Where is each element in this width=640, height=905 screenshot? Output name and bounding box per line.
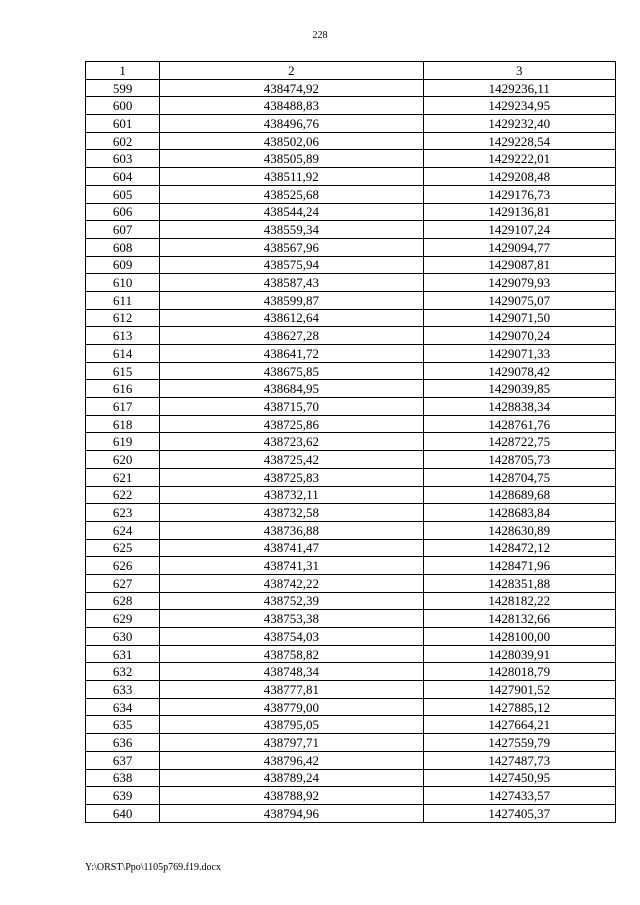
table-row — [86, 698, 616, 716]
x-coordinate-cell: 438788,92 — [160, 787, 423, 805]
x-coordinate-cell: 438641,72 — [160, 345, 423, 363]
x-coordinate-cell: 438779,00 — [160, 698, 423, 716]
table-row — [86, 256, 616, 274]
y-coordinate-cell: 1427664,21 — [423, 716, 615, 734]
y-coordinate-cell: 1428039,91 — [423, 645, 615, 663]
x-coordinate-cell: 438544,24 — [160, 203, 423, 221]
y-coordinate-cell: 1428689,68 — [423, 486, 615, 504]
y-coordinate-cell: 1429094,77 — [423, 238, 615, 256]
x-coordinate-cell: 438567,96 — [160, 238, 423, 256]
x-coordinate-cell: 438797,71 — [160, 734, 423, 752]
table-row — [86, 804, 616, 822]
point-number-cell: 618 — [86, 415, 160, 433]
y-coordinate-cell: 1429236,11 — [423, 79, 615, 97]
table-row — [86, 185, 616, 203]
y-coordinate-cell: 1428100,00 — [423, 628, 615, 646]
point-number-cell: 615 — [86, 362, 160, 380]
y-coordinate-cell: 1427559,79 — [423, 734, 615, 752]
x-coordinate-cell: 438752,39 — [160, 592, 423, 610]
table-row — [86, 345, 616, 363]
x-coordinate-cell: 438599,87 — [160, 291, 423, 309]
y-coordinate-cell: 1428761,76 — [423, 415, 615, 433]
point-number-cell: 626 — [86, 557, 160, 575]
header-col-1: 1 — [86, 62, 160, 80]
point-number-cell: 603 — [86, 150, 160, 168]
table-row — [86, 238, 616, 256]
point-number-cell: 609 — [86, 256, 160, 274]
point-number-cell: 599 — [86, 79, 160, 97]
y-coordinate-cell: 1429176,73 — [423, 185, 615, 203]
x-coordinate-cell: 438741,31 — [160, 557, 423, 575]
table-row — [86, 539, 616, 557]
y-coordinate-cell: 1428704,75 — [423, 468, 615, 486]
x-coordinate-cell: 438758,82 — [160, 645, 423, 663]
x-coordinate-cell: 438794,96 — [160, 804, 423, 822]
y-coordinate-cell: 1429222,01 — [423, 150, 615, 168]
table-row — [86, 574, 616, 592]
point-number-cell: 620 — [86, 451, 160, 469]
y-coordinate-cell: 1429087,81 — [423, 256, 615, 274]
y-coordinate-cell: 1429071,50 — [423, 309, 615, 327]
x-coordinate-cell: 438511,92 — [160, 168, 423, 186]
table-row — [86, 751, 616, 769]
table-row — [86, 221, 616, 239]
x-coordinate-cell: 438754,03 — [160, 628, 423, 646]
x-coordinate-cell: 438525,68 — [160, 185, 423, 203]
y-coordinate-cell: 1427405,37 — [423, 804, 615, 822]
table-row — [86, 468, 616, 486]
y-coordinate-cell: 1428182,22 — [423, 592, 615, 610]
y-coordinate-cell: 1429039,85 — [423, 380, 615, 398]
x-coordinate-cell: 438789,24 — [160, 769, 423, 787]
point-number-cell: 639 — [86, 787, 160, 805]
table-row — [86, 309, 616, 327]
point-number-cell: 607 — [86, 221, 160, 239]
table-row — [86, 433, 616, 451]
point-number-cell: 640 — [86, 804, 160, 822]
y-coordinate-cell: 1428683,84 — [423, 504, 615, 522]
y-coordinate-cell: 1427901,52 — [423, 681, 615, 699]
point-number-cell: 617 — [86, 398, 160, 416]
point-number-cell: 631 — [86, 645, 160, 663]
file-path-footer: Y:\ORST\Ppo\1105p769.f19.docx — [85, 862, 221, 873]
x-coordinate-cell: 438505,89 — [160, 150, 423, 168]
y-coordinate-cell: 1427450,95 — [423, 769, 615, 787]
table-row — [86, 415, 616, 433]
table-row — [86, 734, 616, 752]
table-row — [86, 79, 616, 97]
y-coordinate-cell: 1429228,54 — [423, 132, 615, 150]
y-coordinate-cell: 1429234,95 — [423, 97, 615, 115]
x-coordinate-cell: 438715,70 — [160, 398, 423, 416]
x-coordinate-cell: 438748,34 — [160, 663, 423, 681]
x-coordinate-cell: 438612,64 — [160, 309, 423, 327]
x-coordinate-cell: 438725,83 — [160, 468, 423, 486]
point-number-cell: 606 — [86, 203, 160, 221]
x-coordinate-cell: 438796,42 — [160, 751, 423, 769]
x-coordinate-cell: 438559,34 — [160, 221, 423, 239]
point-number-cell: 637 — [86, 751, 160, 769]
table-row — [86, 327, 616, 345]
y-coordinate-cell: 1428705,73 — [423, 451, 615, 469]
table-row — [86, 716, 616, 734]
y-coordinate-cell: 1429078,42 — [423, 362, 615, 380]
x-coordinate-cell: 438502,06 — [160, 132, 423, 150]
point-number-cell: 632 — [86, 663, 160, 681]
table-row — [86, 274, 616, 292]
y-coordinate-cell: 1429070,24 — [423, 327, 615, 345]
point-number-cell: 638 — [86, 769, 160, 787]
table-row — [86, 362, 616, 380]
y-coordinate-cell: 1428132,66 — [423, 610, 615, 628]
point-number-cell: 627 — [86, 574, 160, 592]
x-coordinate-cell: 438587,43 — [160, 274, 423, 292]
table-row — [86, 628, 616, 646]
x-coordinate-cell: 438753,38 — [160, 610, 423, 628]
point-number-cell: 613 — [86, 327, 160, 345]
y-coordinate-cell: 1427433,57 — [423, 787, 615, 805]
point-number-cell: 604 — [86, 168, 160, 186]
table-row — [86, 486, 616, 504]
x-coordinate-cell: 438732,11 — [160, 486, 423, 504]
point-number-cell: 619 — [86, 433, 160, 451]
x-coordinate-cell: 438496,76 — [160, 115, 423, 133]
x-coordinate-cell: 438488,83 — [160, 97, 423, 115]
table-row — [86, 203, 616, 221]
y-coordinate-cell: 1428630,89 — [423, 521, 615, 539]
table-row — [86, 150, 616, 168]
point-number-cell: 600 — [86, 97, 160, 115]
table-row — [86, 787, 616, 805]
point-number-cell: 629 — [86, 610, 160, 628]
point-number-cell: 630 — [86, 628, 160, 646]
table-row — [86, 610, 616, 628]
table-row — [86, 663, 616, 681]
table-row — [86, 291, 616, 309]
x-coordinate-cell: 438575,94 — [160, 256, 423, 274]
y-coordinate-cell: 1428351,88 — [423, 574, 615, 592]
table-header-row — [86, 62, 616, 80]
header-col-2: 2 — [160, 62, 423, 80]
x-coordinate-cell: 438684,95 — [160, 380, 423, 398]
y-coordinate-cell: 1427487,73 — [423, 751, 615, 769]
point-number-cell: 634 — [86, 698, 160, 716]
y-coordinate-cell: 1429079,93 — [423, 274, 615, 292]
x-coordinate-cell: 438675,85 — [160, 362, 423, 380]
table-row — [86, 769, 616, 787]
table-row — [86, 398, 616, 416]
x-coordinate-cell: 438732,58 — [160, 504, 423, 522]
y-coordinate-cell: 1429075,07 — [423, 291, 615, 309]
point-number-cell: 601 — [86, 115, 160, 133]
table-row — [86, 521, 616, 539]
point-number-cell: 625 — [86, 539, 160, 557]
y-coordinate-cell: 1428838,34 — [423, 398, 615, 416]
header-col-3: 3 — [423, 62, 615, 80]
table-row — [86, 380, 616, 398]
x-coordinate-cell: 438741,47 — [160, 539, 423, 557]
x-coordinate-cell: 438736,88 — [160, 521, 423, 539]
point-number-cell: 623 — [86, 504, 160, 522]
y-coordinate-cell: 1429071,33 — [423, 345, 615, 363]
y-coordinate-cell: 1427885,12 — [423, 698, 615, 716]
point-number-cell: 616 — [86, 380, 160, 398]
y-coordinate-cell: 1429232,40 — [423, 115, 615, 133]
table-row — [86, 645, 616, 663]
table-row — [86, 132, 616, 150]
point-number-cell: 608 — [86, 238, 160, 256]
point-number-cell: 614 — [86, 345, 160, 363]
point-number-cell: 628 — [86, 592, 160, 610]
point-number-cell: 611 — [86, 291, 160, 309]
x-coordinate-cell: 438777,81 — [160, 681, 423, 699]
x-coordinate-cell: 438725,86 — [160, 415, 423, 433]
point-number-cell: 610 — [86, 274, 160, 292]
table-row — [86, 168, 616, 186]
y-coordinate-cell: 1429136,81 — [423, 203, 615, 221]
table-row — [86, 451, 616, 469]
x-coordinate-cell: 438795,05 — [160, 716, 423, 734]
table-row — [86, 592, 616, 610]
point-number-cell: 602 — [86, 132, 160, 150]
x-coordinate-cell: 438723,62 — [160, 433, 423, 451]
point-number-cell: 612 — [86, 309, 160, 327]
point-number-cell: 624 — [86, 521, 160, 539]
y-coordinate-cell: 1428018,79 — [423, 663, 615, 681]
x-coordinate-cell: 438742,22 — [160, 574, 423, 592]
point-number-cell: 621 — [86, 468, 160, 486]
table-row — [86, 97, 616, 115]
page-number: 228 — [312, 30, 328, 41]
table-row — [86, 504, 616, 522]
coordinates-table — [85, 61, 616, 823]
point-number-cell: 633 — [86, 681, 160, 699]
x-coordinate-cell: 438474,92 — [160, 79, 423, 97]
table-row — [86, 681, 616, 699]
x-coordinate-cell: 438725,42 — [160, 451, 423, 469]
y-coordinate-cell: 1428472,12 — [423, 539, 615, 557]
y-coordinate-cell: 1429208,48 — [423, 168, 615, 186]
y-coordinate-cell: 1428722,75 — [423, 433, 615, 451]
table-row — [86, 115, 616, 133]
point-number-cell: 636 — [86, 734, 160, 752]
table-row — [86, 557, 616, 575]
point-number-cell: 635 — [86, 716, 160, 734]
x-coordinate-cell: 438627,28 — [160, 327, 423, 345]
point-number-cell: 622 — [86, 486, 160, 504]
y-coordinate-cell: 1428471,96 — [423, 557, 615, 575]
point-number-cell: 605 — [86, 185, 160, 203]
y-coordinate-cell: 1429107,24 — [423, 221, 615, 239]
